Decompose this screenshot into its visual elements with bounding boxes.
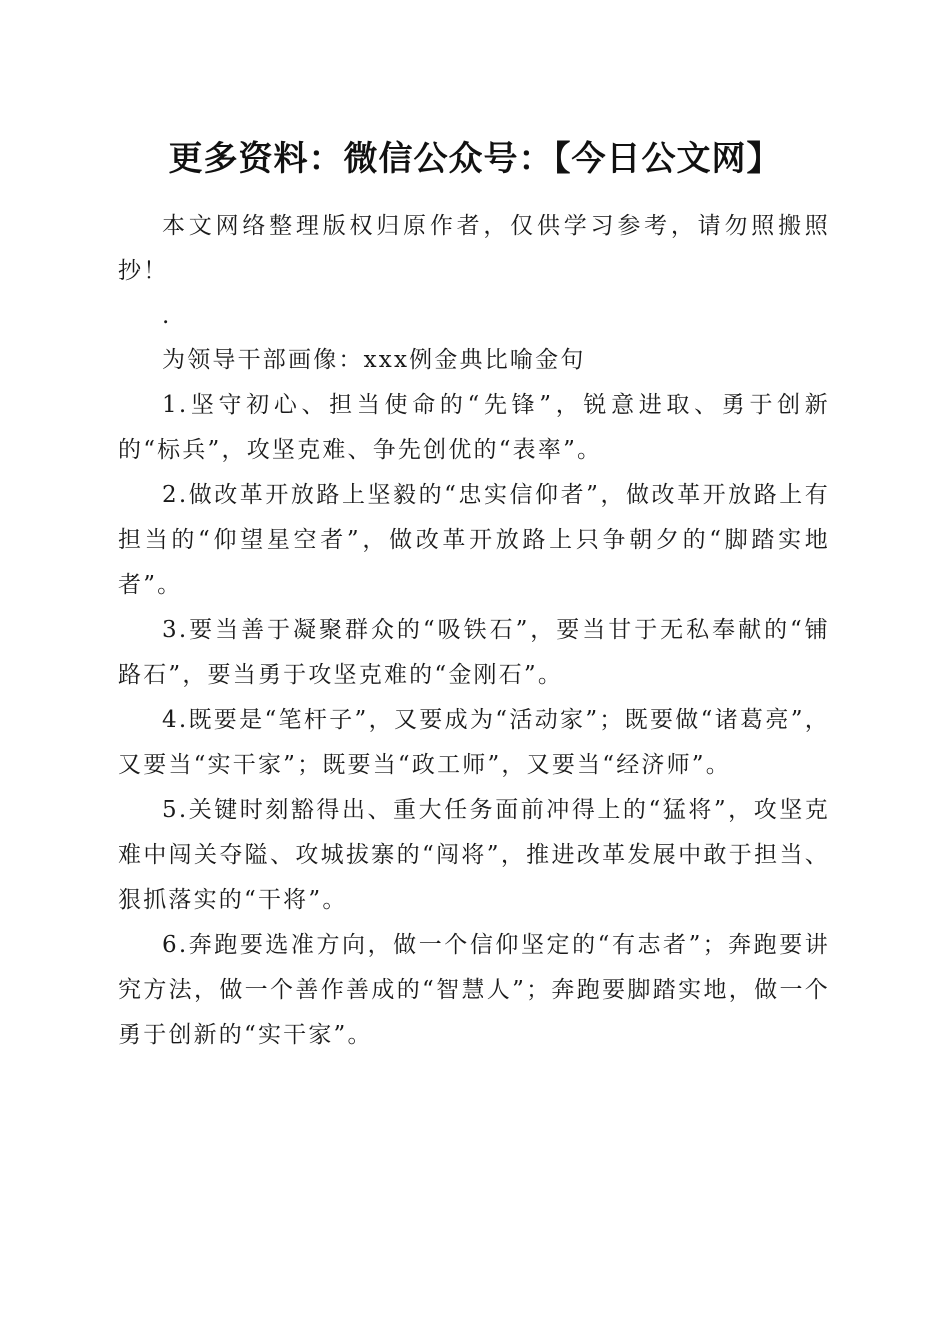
list-item: 3.要当善于凝聚群众的“吸铁石”，要当甘于无私奉献的“铺路石”，要当勇于攻坚克难的“金刚石”。 [118,617,830,688]
document-title: 更多资料：微信公众号：【今日公文网】 [168,139,782,179]
copyright-notice: 本文网络整理版权归原作者，仅供学习参考，请勿照搬照抄！ [118,213,830,284]
list-item: 2.做改革开放路上坚毅的“忠实信仰者”，做改革开放路上有担当的“仰望星空者”，做改革开放路上只争朝夕的“脚踏实地者”。 [118,482,830,598]
list-item: 4.既要是“笔杆子”，又要成为“活动家”；既要做“诸葛亮”，又要当“实干家”；既要当“政工师”，又要当“经济师”。 [118,707,830,778]
list-item: 6.奔跑要选准方向，做一个信仰坚定的“有志者”；奔跑要讲究方法，做一个善作善成的“智慧人”；奔跑要脚踏实地，做一个勇于创新的“实干家”。 [118,932,830,1048]
document-body [118,204,830,1058]
notice-mark: . [162,303,172,329]
list-item: 1.坚守初心、担当使命的“先锋”，锐意进取、勇于创新的“标兵”，攻坚克难、争先创优的“表率”。 [118,392,830,463]
section-heading: 为领导干部画像：xxx例金典比喻金句 [162,347,586,373]
list-item: 5.关键时刻豁得出、重大任务面前冲得上的“猛将”，攻坚克难中闯关夺隘、攻城拔寨的“闯将”，推进改革发展中敢于担当、狠抓落实的“干将”。 [118,797,830,913]
